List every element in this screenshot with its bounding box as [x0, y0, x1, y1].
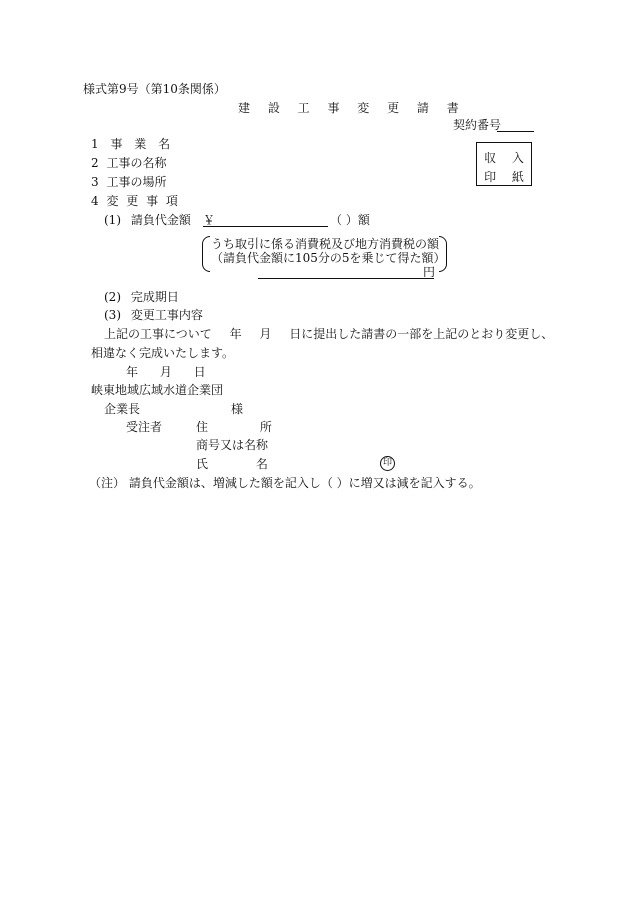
seal-icon: 印 — [380, 456, 395, 471]
change-content-label: (3) 変更工事内容 — [104, 308, 203, 322]
company-name-label: 商号又は名称 — [196, 438, 269, 452]
tax-yen-unit: 円 — [423, 265, 436, 279]
amount-change-suffix: （ ）額 — [330, 213, 370, 227]
completion-date-label: (2) 完成期日 — [104, 290, 179, 304]
form-number: 様式第9号（第10条関係） — [83, 82, 226, 96]
contract-number-label: 契約番号 — [453, 118, 502, 132]
address-label: 住 所 — [196, 420, 272, 434]
item-change-matters: 4 変 更 事 項 — [91, 194, 178, 208]
tax-line2: （請負代金額に105分の5を乗じて得た額） — [211, 251, 446, 265]
item-work-name: 2 工事の名称 — [91, 156, 167, 170]
revenue-stamp-box — [476, 142, 532, 186]
yen-sign: ￥ — [203, 213, 216, 227]
body-text-line2: 相違なく完成いたします。 — [91, 346, 235, 360]
footnote: （注） 請負代金額は、増減した額を記入し（ ）に増又は減を記入する。 — [89, 476, 481, 490]
stamp-line2: 印 紙 — [484, 170, 530, 184]
addressee-honorific: 様 — [231, 402, 244, 416]
tax-line1: うち取引に係る消費税及び地方消費税の額 — [211, 237, 440, 251]
addressee-title: 企業長 — [104, 402, 141, 416]
body-text-line1: 上記の工事について 年 月 日に提出した請書の一部を上記のとおり変更し、 — [104, 327, 554, 341]
name-label: 氏 名 — [196, 457, 268, 471]
document-title: 建 設 工 事 変 更 請 書 — [238, 101, 463, 115]
contract-amount-label: (1) 請負代金額 — [104, 213, 191, 227]
contract-number-field[interactable] — [497, 131, 534, 132]
date-line: 年 月 日 — [126, 365, 206, 379]
item-work-location: 3 工事の場所 — [91, 175, 167, 189]
stamp-line1: 収 入 — [484, 151, 530, 165]
tax-bracket-left — [202, 236, 210, 272]
addressee-org: 峡東地域広域水道企業団 — [91, 383, 224, 397]
tax-amount-field[interactable] — [258, 278, 434, 279]
item-project-name: 1 事 業 名 — [91, 137, 171, 151]
contractor-role: 受注者 — [126, 420, 163, 434]
contract-amount-field[interactable] — [203, 226, 328, 227]
